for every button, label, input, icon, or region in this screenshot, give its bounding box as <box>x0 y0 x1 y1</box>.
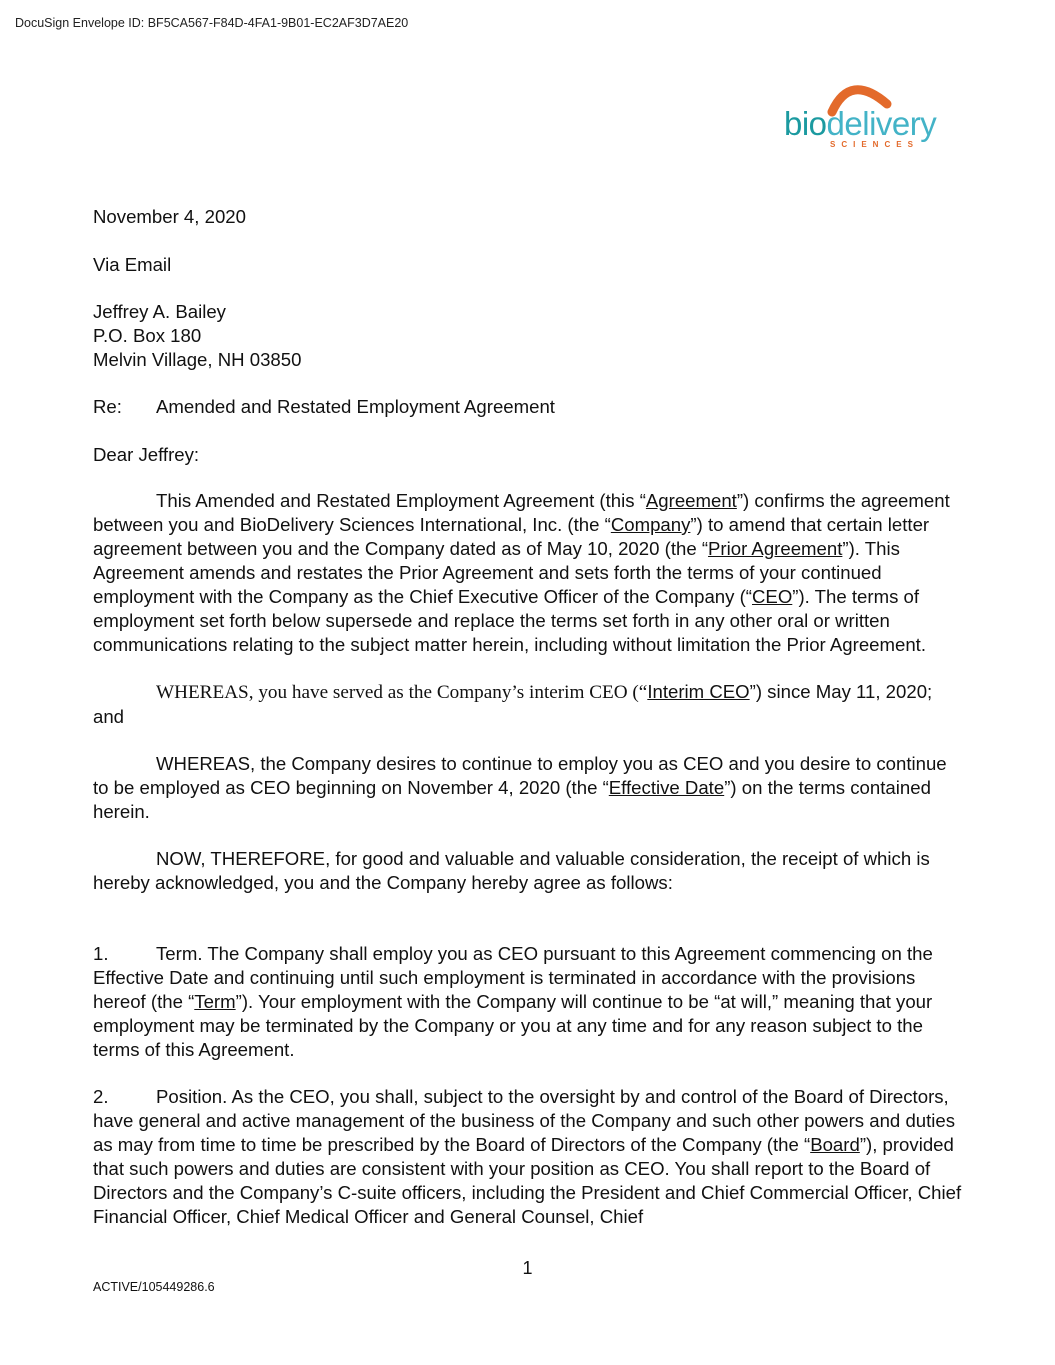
defined-term: Prior Agreement <box>708 538 843 559</box>
section-heading: Position <box>156 1086 223 1107</box>
address-line: P.O. Box 180 <box>93 325 202 346</box>
subject-label: Re: <box>93 396 122 417</box>
defined-term: Effective Date <box>608 777 725 798</box>
defined-term: Interim CEO <box>647 681 750 702</box>
section-number: 1. <box>93 943 109 964</box>
whereas-paragraph-1: WHEREAS, you have served as the Company’s interim CEO (“Interim CEO”) since May 11, 2020; and <box>93 681 933 727</box>
delivery-method: Via Email <box>93 254 172 275</box>
defined-term: CEO <box>752 586 793 607</box>
whereas-paragraph-2: WHEREAS, the Company desires to continue to employ you as CEO and you desire to continue to be employed as CEO beginning on November 4, 2020 (the “Effective Date”) on the terms contained herein. <box>93 753 947 822</box>
now-therefore-paragraph: NOW, THEREFORE, for good and valuable and valuable consideration, the receipt of which is hereby acknowledged, you and the Company hereby agree as follows: <box>93 848 930 893</box>
defined-term: Board <box>810 1134 860 1155</box>
section-2-position: 2. Position. As the CEO, you shall, subject to the oversight by and control of the Board of Directors, have general and active management of the business of the Company and such other powers and duties as may from time to time be prescribed by the Board of Directors of the Company (the “Board”), provided that such powers and duties are consistent with your position as CEO. You shall report to the Board of Directors and the Company’s C-suite officers, including the President and Chief Commercial Officer, Chief Financial Officer, Chief Medical Officer and General Counsel, Chief <box>93 1086 962 1227</box>
salutation: Dear Jeffrey: <box>93 444 200 465</box>
logo-tagline: SCIENCES <box>830 140 919 149</box>
logo-wordmark: biodelivery <box>784 105 937 142</box>
document-footer: ACTIVE/105449286.6 <box>93 1280 215 1294</box>
page-number: 1 <box>522 1258 533 1278</box>
defined-term: Company <box>610 514 691 535</box>
docusign-envelope-id: DocuSign Envelope ID: BF5CA567-F84D-4FA1-9B01-EC2AF3D7AE20 <box>15 16 409 30</box>
section-1-term: 1. Term. The Company shall employ you as CEO pursuant to this Agreement commencing on the Effective Date and continuing until such employment is terminated in accordance with the provisions hereof (the “Term”). Your employment with the Company will continue to be “at will,” meaning that your employment may be terminated by the Company or you at any time and for any reason subject to the terms of this Agreement. <box>93 943 933 1060</box>
subject-line <box>93 395 963 419</box>
section-heading: Term <box>156 943 198 964</box>
defined-term: Term <box>194 991 236 1012</box>
subject-text: Amended and Restated Employment Agreement <box>156 396 555 417</box>
intro-paragraph: This Amended and Restated Employment Agreement (this “Agreement”) confirms the agreement between you and BioDelivery Sciences International, Inc. (the “Company”) to amend that certain letter agreement between you and the Company dated as of May 10, 2020 (the “Prior Agreement”). This Agreement amends and restates the Prior Agreement and sets forth the terms of your continued employment with the Company as the Chief Executive Officer of the Company (“CEO”). The terms of employment set forth below supersede and replace the terms set forth in any other oral or written communications relating to the subject matter herein, including without limitation the Prior Agreement. <box>93 490 950 655</box>
company-logo <box>782 74 947 154</box>
section-number: 2. <box>93 1086 109 1107</box>
recipient-address <box>93 300 963 372</box>
address-line: Jeffrey A. Bailey <box>93 301 226 322</box>
letter-body <box>93 205 963 1252</box>
address-line: Melvin Village, NH 03850 <box>93 349 302 370</box>
letter-date: November 4, 2020 <box>93 206 246 227</box>
defined-term: Agreement <box>645 490 737 511</box>
